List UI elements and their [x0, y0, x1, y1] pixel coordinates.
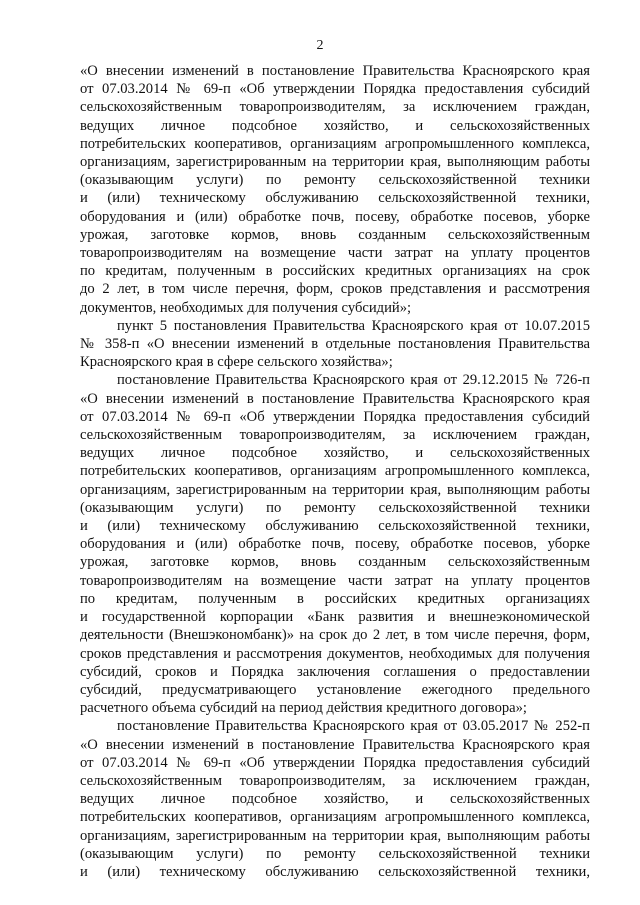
text-line: и государственной корпорации «Банк развития и внешнеэкономической: [80, 609, 590, 626]
text-line: деятельности (Внешэкономбанк)» на срок до 2 лет, в том числе перечня, форм,: [80, 627, 590, 644]
text-line: товаропроизводителям на возмещение части затрат на уплату процентов: [80, 572, 590, 589]
page-number: 2: [316, 38, 324, 53]
text-line: организациям, зарегистрированным на территории края, выполняющим работы: [80, 154, 590, 171]
text-line: оборудования и (или) обработке почв, посеву, обработке посевов, уборке: [80, 208, 590, 225]
text-line: (оказывающим услуги) по ремонту сельскохозяйственной техники: [80, 499, 590, 516]
text-line: от 07.03.2014 № 69-п «Об утверждении Порядка предоставления субсидий: [80, 81, 590, 98]
text-line: «О внесении изменений в постановление Правительства Красноярского края: [80, 63, 590, 79]
text-line: сроков представления и рассмотрения документов, необходимых для получения: [80, 645, 590, 662]
text-line: по кредитам, полученным в российских кредитных организациях: [80, 590, 590, 607]
paragraph: [80, 371, 590, 717]
text-line: постановление Правительства Красноярского края от 03.05.2017 № 252-п: [117, 718, 590, 735]
text-line: и (или) техническому обслуживанию сельскохозяйственной техники,: [80, 190, 590, 207]
text-line: № 358-п «О внесении изменений в отдельные постановления Правительства: [80, 336, 590, 353]
text-line: ведущих личное подсобное хозяйство, и сельскохозяйственных: [80, 117, 590, 134]
text-line: и (или) техническому обслуживанию сельскохозяйственной техники,: [80, 518, 590, 535]
text-line: (оказывающим услуги) по ремонту сельскохозяйственной техники: [80, 845, 590, 862]
text-line: сельскохозяйственным товаропроизводителям, за исключением граждан,: [80, 772, 590, 789]
text-line: организациям, зарегистрированным на территории края, выполняющим работы: [80, 827, 590, 844]
text-line: пункт 5 постановления Правительства Красноярского края от 10.07.2015: [117, 317, 590, 334]
text-line: субсидий, сроков и Порядка заключения соглашения о предоставлении: [80, 663, 590, 680]
text-line: субсидий, предусматривающего установление ежегодного предельного: [80, 681, 590, 698]
paragraph: [80, 317, 590, 372]
text-line: сельскохозяйственным товаропроизводителям, за исключением граждан,: [80, 99, 590, 116]
text-line: товаропроизводителям на возмещение части затрат на уплату процентов: [80, 245, 590, 262]
paragraph: [80, 717, 590, 881]
text-line: документов, необходимых для получения субсидий»;: [80, 299, 412, 316]
text-line: потребительских кооперативов, организациям агропромышленного комплекса,: [80, 135, 590, 152]
text-line: организациям, зарегистрированным на территории края, выполняющим работы: [80, 481, 590, 498]
text-line: «О внесении изменений в постановление Правительства Красноярского края: [80, 736, 590, 753]
paragraph: [80, 62, 590, 317]
text-line: сельскохозяйственным товаропроизводителям, за исключением граждан,: [80, 427, 590, 444]
text-line: урожая, заготовке кормов, вновь созданным сельскохозяйственным: [80, 226, 590, 243]
text-line: до 2 лет, в том числе перечня, форм, сроков представления и рассмотрения: [80, 281, 590, 298]
text-line: урожая, заготовке кормов, вновь созданным сельскохозяйственным: [80, 554, 590, 571]
text-line: ведущих личное подсобное хозяйство, и сельскохозяйственных: [80, 791, 590, 808]
text-line: от 07.03.2014 № 69-п «Об утверждении Порядка предоставления субсидий: [80, 408, 590, 425]
document-body: [80, 62, 590, 881]
text-line: расчетного объема субсидий на период действия кредитного договора»;: [80, 700, 527, 717]
text-line: постановление Правительства Красноярского края от 29.12.2015 № 726-п: [117, 372, 590, 389]
text-line: потребительских кооперативов, организациям агропромышленного комплекса,: [80, 463, 590, 480]
text-line: ведущих личное подсобное хозяйство, и сельскохозяйственных: [80, 445, 590, 462]
text-line: потребительских кооперативов, организациям агропромышленного комплекса,: [80, 809, 590, 826]
text-line: (оказывающим услуги) по ремонту сельскохозяйственной техники: [80, 172, 590, 189]
text-line: от 07.03.2014 № 69-п «Об утверждении Порядка предоставления субсидий: [80, 754, 590, 771]
text-line: и (или) техническому обслуживанию сельскохозяйственной техники,: [80, 863, 590, 880]
text-line: по кредитам, полученным в российских кредитных организациях на срок: [80, 263, 590, 280]
text-line: «О внесении изменений в постановление Правительства Красноярского края: [80, 390, 590, 407]
text-line: Красноярского края в сфере сельского хозяйства»;: [80, 354, 393, 371]
text-line: оборудования и (или) обработке почв, посеву, обработке посевов, уборке: [80, 536, 590, 553]
